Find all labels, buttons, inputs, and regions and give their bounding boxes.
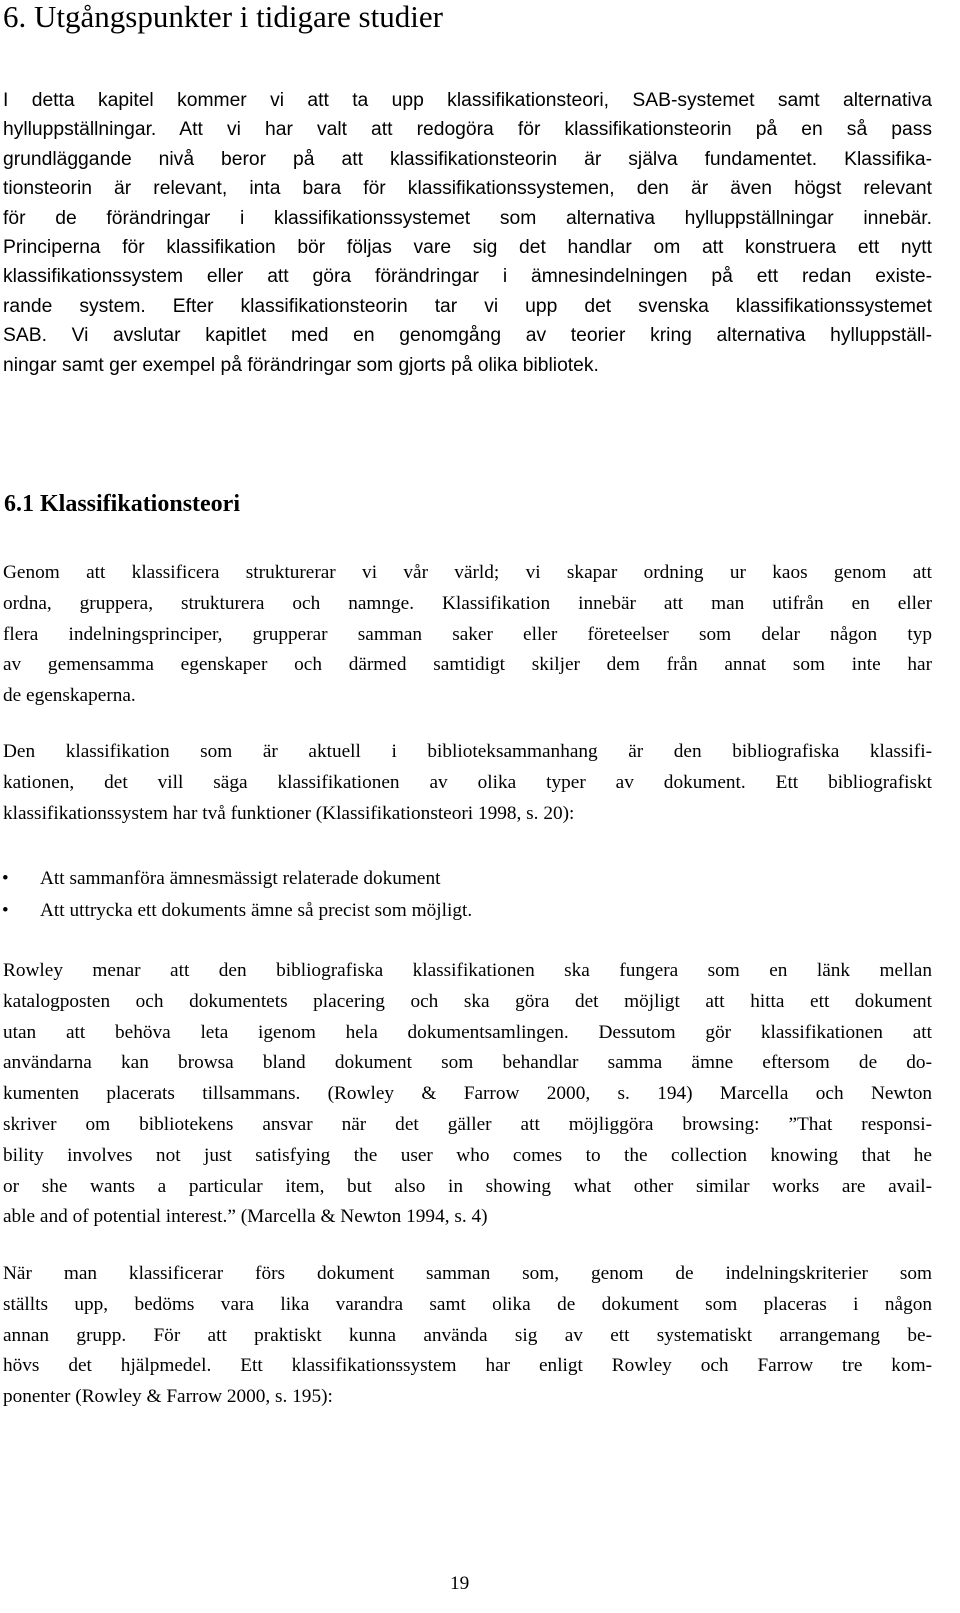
p4-line-1: När man klassificerar förs dokument samman som, genom de indelningskriterier som: [3, 1263, 932, 1284]
bullet-list: [0, 863, 472, 927]
p4-line-3: annan grupp. För att praktiskt kunna använda sig av ett systematiskt arrangemang be-: [3, 1324, 932, 1346]
section-heading: 6.1 Klassifikationsteori: [4, 491, 241, 517]
p4-line-5: ponenter (Rowley & Farrow 2000, s. 195):: [3, 1386, 333, 1408]
paragraph-2: [3, 737, 932, 829]
p4-line-2: ställts upp, bedöms vara lika varandra samt olika de dokument som placeras i någon: [3, 1293, 932, 1315]
paragraph-1: [3, 558, 932, 712]
bullet-text-2: Att uttrycka ett dokuments ämne så precist som möjligt.: [40, 900, 473, 921]
intro-line-10: ningar samt ger exempel på förändringar som gjorts på olika bibliotek.: [3, 354, 599, 376]
intro-line-2: hylluppställningar. Att vi har valt att redogöra för klassifikationsteorin på en så pass: [3, 119, 932, 141]
intro-line-1: I detta kapitel kommer vi att ta upp klassifikationsteori, SAB-systemet samt alternativa: [3, 90, 932, 111]
p3-line-2: katalogposten och dokumentets placering och ska göra det möjligt att hitta ett dokument: [3, 990, 932, 1012]
intro-line-9: SAB. Vi avslutar kapitlet med en genomgång av teorier kring alternativa hylluppställ-: [3, 325, 932, 347]
intro-line-8: rande system. Efter klassifikationsteorin tar vi upp det svenska klassifikationssystemet: [3, 295, 932, 317]
p3-line-9: able and of potential interest.” (Marcella & Newton 1994, s. 4): [3, 1206, 488, 1228]
p3-line-7: bility involves not just satisfying the user who comes to the collection knowing that he: [3, 1144, 932, 1166]
p1-line-3: flera indelningsprinciper, grupperar samman saker eller företeelser som delar någon typ: [3, 623, 932, 645]
p2-line-1: Den klassifikation som är aktuell i biblioteksammanhang är den bibliografiska klassifi-: [3, 741, 932, 762]
intro-line-7: klassifikationssystem eller att göra förändringar i ämnesindelningen på ett redan existe-: [3, 266, 932, 288]
paragraph-3: [3, 956, 932, 1233]
p2-line-3: klassifikationssystem har två funktioner (Klassifikationsteori 1998, s. 20):: [3, 802, 575, 824]
intro-line-6: Principerna för klassifikation bör följas vare sig det handlar om att konstruera ett nytt: [3, 237, 932, 259]
p3-line-4: användarna kan browsa bland dokument som behandlar samma ämne eftersom de do-: [3, 1052, 932, 1074]
intro-line-3: grundläggande nivå beror på att klassifikationsteorin är själva fundamentet. Klassifika-: [3, 148, 932, 170]
p1-line-1: Genom att klassificera strukturerar vi vår värld; vi skapar ordning ur kaos genom att: [3, 562, 932, 583]
p1-line-5: de egenskaperna.: [3, 685, 136, 707]
p3-line-1: Rowley menar att den bibliografiska klassifikationen ska fungera som en länk mellan: [3, 960, 932, 981]
p3-line-6: skriver om bibliotekens ansvar när det gäller att möjliggöra browsing: ”That responsi-: [3, 1113, 932, 1135]
page-number: 19: [450, 1573, 470, 1594]
chapter-heading: 6. Utgångspunkter i tidigare studier: [3, 0, 443, 34]
bullet-dot-icon: •: [2, 900, 9, 921]
intro-paragraph: [3, 86, 932, 380]
paragraph-4: [3, 1259, 932, 1413]
p4-line-4: hövs det hjälpmedel. Ett klassifikationssystem har enligt Rowley och Farrow tre kom-: [3, 1355, 932, 1377]
p3-line-3: utan att behöva leta igenom hela dokumentsamlingen. Dessutom gör klassifikationen att: [3, 1021, 932, 1043]
list-item: [0, 895, 472, 927]
p2-line-2: kationen, det vill säga klassifikationen av olika typer av dokument. Ett bibliografiskt: [3, 771, 932, 793]
intro-line-5: för de förändringar i klassifikationssystemet som alternativa hylluppställningar innebär.: [3, 207, 932, 229]
p1-line-2: ordna, gruppera, strukturera och namnge. Klassifikation innebär att man utifrån en eller: [3, 592, 932, 614]
intro-line-4: tionsteorin är relevant, inta bara för klassifikationssystemen, den är även högst relevant: [3, 178, 932, 200]
p1-line-4: av gemensamma egenskaper och därmed samtidigt skiljer dem från annat som inte har: [3, 654, 932, 676]
list-item: [0, 863, 472, 895]
bullet-dot-icon: •: [2, 868, 9, 889]
p3-line-5: kumenten placerats tillsammans. (Rowley & Farrow 2000, s. 194) Marcella och Newton: [3, 1083, 932, 1105]
bullet-text-1: Att sammanföra ämnesmässigt relaterade dokument: [40, 868, 441, 889]
p3-line-8: or she wants a particular item, but also in showing what other similar works are avail-: [3, 1175, 932, 1197]
